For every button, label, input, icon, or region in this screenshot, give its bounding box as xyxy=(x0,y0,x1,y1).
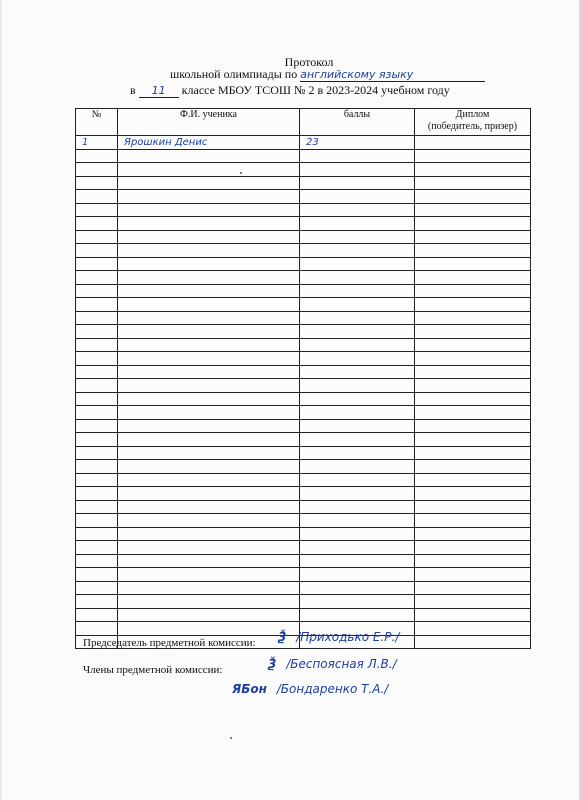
table-cell-empty xyxy=(415,230,531,244)
table-cell-empty xyxy=(415,527,531,541)
table-cell-empty xyxy=(118,163,300,177)
table-cell-empty xyxy=(300,284,415,298)
table-cell-empty xyxy=(300,433,415,447)
table-cell-empty xyxy=(415,298,531,312)
table-cell-empty xyxy=(300,581,415,595)
table-cell-empty xyxy=(76,527,118,541)
table-cell-empty xyxy=(118,487,300,501)
table-row-empty xyxy=(76,392,531,406)
table-row-empty xyxy=(76,446,531,460)
table-cell-empty xyxy=(76,203,118,217)
table-cell-empty xyxy=(118,460,300,474)
table-cell-empty xyxy=(300,541,415,555)
signature-mark: Ѯ xyxy=(268,657,277,671)
table-cell-empty xyxy=(300,244,415,258)
table-cell-empty xyxy=(76,433,118,447)
olympiad-prefix: школьной олимпиады по xyxy=(170,67,298,81)
table-cell-empty xyxy=(76,190,118,204)
table-cell-empty xyxy=(415,244,531,258)
table-row-empty xyxy=(76,568,531,582)
table-cell-empty xyxy=(76,244,118,258)
table-row-empty xyxy=(76,473,531,487)
table-cell-empty xyxy=(118,365,300,379)
table-row-empty xyxy=(76,541,531,555)
table-cell-empty xyxy=(415,622,531,636)
speck xyxy=(230,737,232,739)
table-cell-empty xyxy=(76,622,118,636)
grade-suffix: классе МБОУ ТСОШ № 2 в 2023-2024 учебном году xyxy=(181,83,450,97)
table-cell-empty xyxy=(415,190,531,204)
table-row-empty xyxy=(76,190,531,204)
signature-mark: ЯБон xyxy=(232,682,267,696)
table-cell-empty xyxy=(415,379,531,393)
table-cell-empty xyxy=(415,446,531,460)
chair-signature xyxy=(278,630,399,644)
table-cell-empty xyxy=(118,257,300,271)
table-cell-empty xyxy=(300,473,415,487)
table-cell-empty xyxy=(415,203,531,217)
table-row-empty xyxy=(76,527,531,541)
member2-signature xyxy=(232,682,388,696)
table-cell-empty xyxy=(118,230,300,244)
table-row-empty xyxy=(76,460,531,474)
table-cell-empty xyxy=(118,581,300,595)
col-diploma xyxy=(415,109,531,136)
table-cell-empty xyxy=(415,608,531,622)
row-number: 1 xyxy=(76,136,118,150)
members-label: Члены предметной комиссии: xyxy=(83,664,223,676)
table-cell-empty xyxy=(118,608,300,622)
col-name: Ф.И. ученика xyxy=(118,109,300,136)
table-cell-empty xyxy=(76,514,118,528)
table-cell-empty xyxy=(118,352,300,366)
table-row-empty xyxy=(76,284,531,298)
table-cell-empty xyxy=(415,487,531,501)
table-cell-empty xyxy=(300,595,415,609)
table-cell-empty xyxy=(300,568,415,582)
table-cell-empty xyxy=(300,352,415,366)
table-cell-empty xyxy=(415,271,531,285)
table-cell-empty xyxy=(300,298,415,312)
table-cell-empty xyxy=(76,487,118,501)
page-edge-left xyxy=(0,0,2,800)
table-cell-empty xyxy=(415,581,531,595)
table-cell-empty xyxy=(76,352,118,366)
table-cell-empty xyxy=(300,217,415,231)
table-cell-empty xyxy=(300,325,415,339)
table-cell-empty xyxy=(118,595,300,609)
table-cell-empty xyxy=(118,244,300,258)
table-cell-empty xyxy=(118,500,300,514)
table-cell-empty xyxy=(76,163,118,177)
table-cell-empty xyxy=(118,298,300,312)
table-cell-empty xyxy=(76,460,118,474)
table-cell-empty xyxy=(118,284,300,298)
table-cell-empty xyxy=(118,379,300,393)
table-row-empty xyxy=(76,230,531,244)
table-cell-empty xyxy=(76,365,118,379)
table-cell-empty xyxy=(76,311,118,325)
table-cell-empty xyxy=(118,271,300,285)
table-cell-empty xyxy=(300,190,415,204)
table-row xyxy=(76,136,531,150)
table-cell-empty xyxy=(118,622,300,636)
table-cell-empty xyxy=(76,568,118,582)
table-cell-empty xyxy=(300,487,415,501)
table-cell-empty xyxy=(76,325,118,339)
table-cell-empty xyxy=(415,473,531,487)
table-cell-empty xyxy=(415,514,531,528)
table-cell-empty xyxy=(118,554,300,568)
table-cell-empty xyxy=(300,271,415,285)
table-cell-empty xyxy=(300,365,415,379)
col-number: № xyxy=(76,109,118,136)
table-cell-empty xyxy=(300,554,415,568)
table-cell-empty xyxy=(300,527,415,541)
table-row-empty xyxy=(76,311,531,325)
table-cell-empty xyxy=(415,325,531,339)
table-cell-empty xyxy=(415,568,531,582)
table-cell-empty xyxy=(118,176,300,190)
table-cell-empty xyxy=(415,176,531,190)
table-cell-empty xyxy=(415,284,531,298)
table-cell-empty xyxy=(300,500,415,514)
table-cell-empty xyxy=(118,190,300,204)
member1-signature xyxy=(268,657,397,671)
table-cell-empty xyxy=(300,203,415,217)
table-cell-empty xyxy=(415,595,531,609)
table-row-empty xyxy=(76,149,531,163)
table-row-empty xyxy=(76,554,531,568)
table-cell-empty xyxy=(76,298,118,312)
row-name: Ярошкин Денис xyxy=(118,136,300,150)
table-cell-empty xyxy=(76,473,118,487)
grade-line xyxy=(130,83,582,98)
table-row-empty xyxy=(76,514,531,528)
table-row-empty xyxy=(76,217,531,231)
table-cell-empty xyxy=(415,541,531,555)
table-row-empty xyxy=(76,365,531,379)
table-cell-empty xyxy=(300,608,415,622)
subject-field: английскому языку xyxy=(300,68,485,82)
grade-field: 11 xyxy=(139,84,179,98)
table-cell-empty xyxy=(415,635,531,649)
col-score: баллы xyxy=(300,109,415,136)
table-cell-empty xyxy=(76,500,118,514)
table-cell-empty xyxy=(300,176,415,190)
table-cell-empty xyxy=(300,338,415,352)
table-cell-empty xyxy=(415,406,531,420)
table-cell-empty xyxy=(76,217,118,231)
table-cell-empty xyxy=(118,433,300,447)
table-row-empty xyxy=(76,608,531,622)
table-cell-empty xyxy=(118,541,300,555)
table-cell-empty xyxy=(118,203,300,217)
table-row-empty xyxy=(76,406,531,420)
table-cell-empty xyxy=(76,284,118,298)
table-row-empty xyxy=(76,325,531,339)
table-cell-empty xyxy=(76,554,118,568)
table-cell-empty xyxy=(415,311,531,325)
table-cell-empty xyxy=(76,379,118,393)
table-cell-empty xyxy=(415,500,531,514)
table-cell-empty xyxy=(415,338,531,352)
table-cell-empty xyxy=(118,473,300,487)
table-cell-empty xyxy=(300,149,415,163)
member2-signature-text: /Бондаренко Т.А./ xyxy=(276,682,389,696)
grade-prefix: в xyxy=(130,83,136,97)
col-diploma-sub: (победитель, призер) xyxy=(427,121,518,132)
table-cell-empty xyxy=(76,176,118,190)
table-cell-empty xyxy=(415,554,531,568)
table-row-empty xyxy=(76,298,531,312)
table-cell-empty xyxy=(415,365,531,379)
table-row-empty xyxy=(76,500,531,514)
table-cell-empty xyxy=(118,338,300,352)
table-cell-empty xyxy=(118,311,300,325)
table-cell-empty xyxy=(415,460,531,474)
table-cell-empty xyxy=(118,392,300,406)
row-score: 23 xyxy=(300,136,415,150)
table-cell-empty xyxy=(118,527,300,541)
table-cell-empty xyxy=(76,230,118,244)
table-cell-empty xyxy=(76,541,118,555)
table-cell-empty xyxy=(76,419,118,433)
table-cell-empty xyxy=(118,406,300,420)
table-cell-empty xyxy=(300,460,415,474)
member1-signature-text: /Беспоясная Л.В./ xyxy=(286,657,397,671)
table-cell-empty xyxy=(76,257,118,271)
table-cell-empty xyxy=(415,419,531,433)
table-row-empty xyxy=(76,271,531,285)
table-cell-empty xyxy=(118,217,300,231)
table-cell-empty xyxy=(76,581,118,595)
olympiad-line xyxy=(170,67,582,82)
table-row-empty xyxy=(76,379,531,393)
table-cell-empty xyxy=(118,568,300,582)
signature-mark: Ѯ xyxy=(278,630,287,644)
table-cell-empty xyxy=(76,446,118,460)
table-row-empty xyxy=(76,419,531,433)
table-cell-empty xyxy=(76,271,118,285)
col-diploma-title: Диплом xyxy=(455,109,490,120)
table-row-empty xyxy=(76,163,531,177)
table-row-empty xyxy=(76,338,531,352)
table-cell-empty xyxy=(415,217,531,231)
table-row-empty xyxy=(76,257,531,271)
table-cell-empty xyxy=(415,433,531,447)
table-cell-empty xyxy=(76,406,118,420)
table-cell-empty xyxy=(300,392,415,406)
table-row-empty xyxy=(76,487,531,501)
table-cell-empty xyxy=(415,163,531,177)
table-cell-empty xyxy=(118,149,300,163)
table-cell-empty xyxy=(415,352,531,366)
table-cell-empty xyxy=(76,338,118,352)
table-row-empty xyxy=(76,595,531,609)
table-cell-empty xyxy=(300,163,415,177)
table-cell-empty xyxy=(300,419,415,433)
table-row-empty xyxy=(76,352,531,366)
row-diploma xyxy=(415,136,531,150)
chair-label: Председатель предметной комиссии: xyxy=(83,637,256,649)
chair-signature-text: /Приходько Е.Р./ xyxy=(296,630,400,644)
table-cell-empty xyxy=(300,446,415,460)
table-cell-empty xyxy=(118,419,300,433)
speck xyxy=(240,172,242,174)
table-row-empty xyxy=(76,244,531,258)
table-cell-empty xyxy=(76,392,118,406)
document-title: Протокол xyxy=(284,55,334,69)
table-cell-empty xyxy=(118,325,300,339)
table-cell-empty xyxy=(300,257,415,271)
table-cell-empty xyxy=(118,446,300,460)
table-row-empty xyxy=(76,581,531,595)
table-row-empty xyxy=(76,433,531,447)
table-cell-empty xyxy=(76,595,118,609)
table-cell-empty xyxy=(415,149,531,163)
table-cell-empty xyxy=(300,406,415,420)
table-cell-empty xyxy=(118,514,300,528)
table-cell-empty xyxy=(76,608,118,622)
table-cell-empty xyxy=(76,149,118,163)
table-cell-empty xyxy=(300,311,415,325)
table-cell-empty xyxy=(415,392,531,406)
table-row-empty xyxy=(76,176,531,190)
table-cell-empty xyxy=(300,514,415,528)
table-row-empty xyxy=(76,203,531,217)
table-cell-empty xyxy=(300,379,415,393)
table-cell-empty xyxy=(415,257,531,271)
table-header-row xyxy=(76,109,531,136)
table-cell-empty xyxy=(300,230,415,244)
results-table xyxy=(75,108,531,649)
